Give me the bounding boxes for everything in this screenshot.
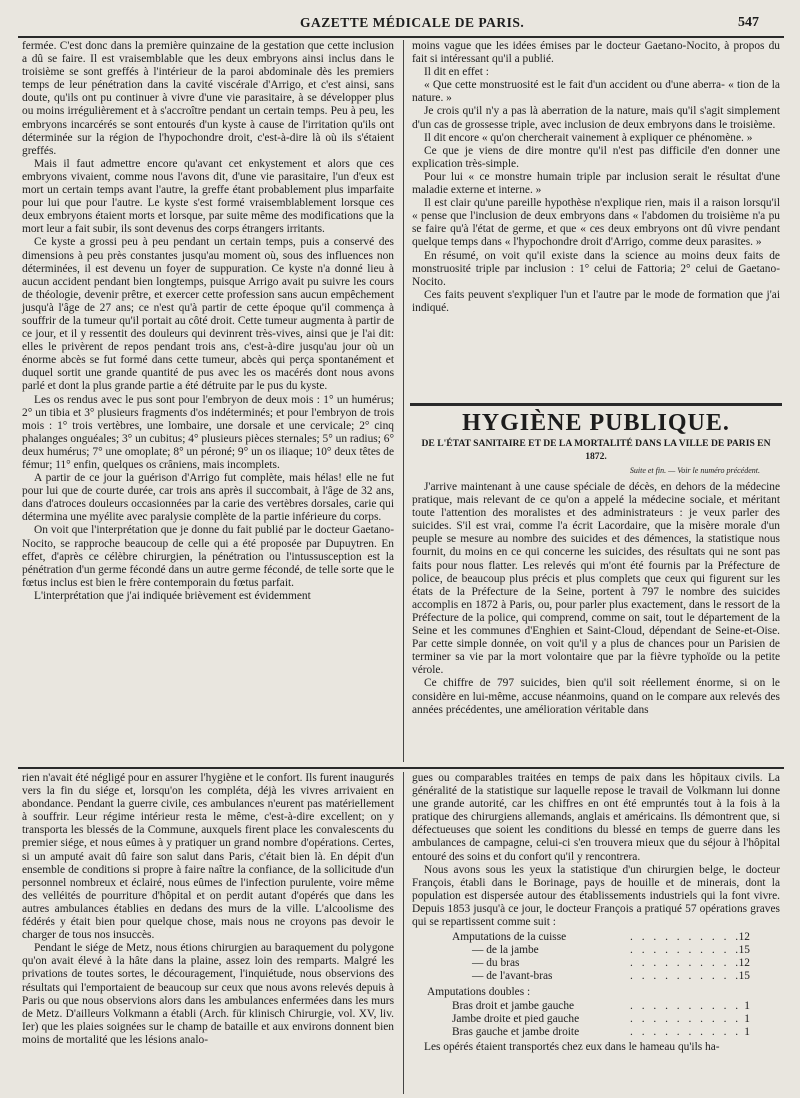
- row-value: 1: [744, 1025, 750, 1038]
- row-label: — de l'avant-bras: [472, 970, 553, 983]
- paragraph: Nous avons sous les yeux la statistique d'un chirurgien belge, le docteur François, établi dans le Borinage, pays de houille et de minerais, dont la population est dispersée autour des établissements industriels qui la font vivre. Depuis 1853 jusqu'à ce jour, le docteur François a pratiqué 57 opérations graves qui se repartissent comme suit :: [412, 863, 780, 929]
- hygiene-section: [412, 410, 780, 762]
- section-subtitle: DE L'ÉTAT SANITAIRE ET DE LA MORTALITÉ DANS LA VILLE DE PARIS EN 1872.: [421, 438, 771, 462]
- row-value: 1: [744, 999, 750, 1012]
- row-value: 15: [738, 970, 750, 983]
- paragraph: Je crois qu'il n'y a pas là aberration de la nature, mais qu'il s'agit simplement d'un cas de grossesse triple, avec inclusion de deux embryons dans le troisième.: [412, 105, 780, 131]
- header-rule: [18, 36, 784, 38]
- row-label: — de la jambe: [472, 944, 539, 957]
- table-row: [452, 1000, 780, 1013]
- table-title: Amputations doubles :: [427, 985, 531, 998]
- paragraph: J'arrive maintenant à une cause spéciale de décès, en dehors de la médecine pratique, mais relevant de ce qu'on a appelé la médecine sociale, et méritant toute l'attention des moralistes et des administrateurs : je veux parler des suicides. S'il est vrai, comme l'a écrit Lacordaire, que la misère morale d'un peuple se mesure au nombre des suicides et des démences, la statistique nous fournit, du moins en ce qui concerne les suicides, des résultats qui ne sont pas faits pour nous flatter. Les relevés qui m'ont été fournis par la Préfecture de police, de beaucoup plus précis et plus complets que ceux qui figurent sur les états de la Préfecture de la Seine, portent à 797 le nombre des suicides accomplis en 1872 à Paris, ou, pour parler plus exactement, dans le ressort de la Préfecture de la police, qui comprend, comme on sait, tout le département de la Seine et les communes d'Enghien et Saint-Cloud, dépendant de Seine-et-Oise. Par cette simple donnée, on voit qu'il y a plus de chances pour un Parisien de terminer sa vie par la mort volontaire que par la fièvre typhoïde ou la petite vérole.: [412, 481, 780, 677]
- dot-leader: . . . . . . . . . .: [630, 1012, 742, 1025]
- dot-leader: . . . . . . . . . .: [630, 970, 742, 983]
- paragraph: Les os rendus avec le pus sont pour l'embryon de deux mois : 1° un humérus; 2° un tibia et 3° plusieurs fragments d'os indéterminés; et pour l'embryon de trois mois : 1° trois vertèbres, une lombaire, une dorsale et une cervicale; 2° cinq phalanges onguéales; 3° un cubitus; 4° plusieurs pièces sternales; 5° un radius; 6° deux humérus; 7° une omoplate; 8° un péroné; 9° un os iliaque; 10° deux têtes de fémur; 11° enfin, quelques os crâniens, mais incomplets.: [22, 393, 394, 471]
- bottom-left-column: [22, 772, 394, 1094]
- dot-leader: . . . . . . . . . .: [630, 944, 742, 957]
- dot-leader: . . . . . . . . . .: [630, 931, 742, 944]
- quotation: « Que cette monstruosité est le fait d'un accident ou d'une aberra- « tion de la nature. »: [412, 79, 780, 105]
- paragraph: En résumé, on voit qu'il existe dans la science au moins deux faits de monstruosité triple par inclusion : 1° celui de Fattoria; 2° celui de Gaetano-Nocito.: [412, 249, 780, 288]
- paragraph: Ce que je viens de dire montre qu'il n'est pas difficile d'en donner une explication très-simple.: [412, 144, 780, 170]
- dot-leader: . . . . . . . . . .: [630, 1025, 742, 1038]
- table-row: [452, 957, 780, 970]
- dot-leader: . . . . . . . . . .: [630, 999, 742, 1012]
- row-label: Amputations de la cuisse: [452, 931, 567, 944]
- amputations-table: [452, 931, 780, 983]
- row-label: Bras gauche et jambe droite: [452, 1025, 580, 1038]
- table-row: [452, 1013, 780, 1026]
- paragraph: rien n'avait été négligé pour en assurer l'hygiène et le confort. Ils furent inaugurés vers la fin du siége et, lorsqu'on les compléta, déjà les vivres arrivaient en abondance. Pendant la guerre civile, ces ambulances n'eurent pas matériellement à souffrir. Leur régime intérieur resta le même, c'est-à-dire excellent; on y transporta les blessés de la Commune, auxquels firent place les convalescents du premier siége, et nous eûmes à y pratiquer un grand nombre d'opérations. Certes, si un amputé avait dû faire son salut dans Paris, c'était bien là. En dépit d'un ensemble de conditions si propre à faire naître la confiance, de la sollicitude d'un personnel nombreux et éclairé, nous eûmes de l'infection purulente, voire même des velléités de pourriture d'hôpital et on perdit autant d'opérés que dans les autres ambulances établies en dedans des murs de la ville. L'alcoolisme des fédérés y était bien pour quelque chose, mais nous ne croyons pas devoir le charger de tous nos insuccès.: [22, 772, 394, 942]
- row-label: Jambe droite et pied gauche: [452, 1012, 580, 1025]
- paragraph: Ces faits peuvent s'expliquer l'un et l'autre par le mode de formation que j'ai indiqué.: [412, 288, 780, 314]
- paragraph: Il est clair qu'une pareille hypothèse n'explique rien, mais il a raison lorsqu'il « pense que l'inclusion de deux embryons dans « l'abdomen du troisième n'a pu se faire qu'à l'état de germe, et que « ces deux embryons ont dû vivre pendant quelque temps dans « l'hypochondre droit d'Arrigo, comme deux parasites. »: [412, 197, 780, 249]
- right-column-top: [412, 40, 780, 400]
- dot-leader: . . . . . . . . . .: [630, 957, 742, 970]
- row-value: 1: [744, 1012, 750, 1025]
- section-title: HYGIÈNE PUBLIQUE.: [462, 410, 730, 436]
- bottom-right-column: [412, 772, 780, 1094]
- row-value: 15: [738, 944, 750, 957]
- page-number: 547: [738, 15, 759, 30]
- column-divider: [403, 40, 404, 762]
- paragraph: Mais il faut admettre encore qu'avant cet enkystement et alors que ces embryons vivaient, comme nous l'avons dit, d'une vie parasitaire, l'un d'eux est mort un certain temps avant l'autre, la greffe étant probablement plus imparfaite pour lui que pour l'autre. Le kyste s'est formé vraisemblablement lorsque ces deux embryons étaient morts et lorsque, par suite même des modifications que la mort leur a fait subir, ils sont devenus des corps étrangers irritants.: [22, 157, 394, 236]
- paragraph: Les opérés étaient transportés chez eux dans le hameau qu'ils ha-: [424, 1040, 720, 1053]
- paragraph: L'interprétation que j'ai indiquée brièvement est évidemment: [34, 589, 311, 602]
- paragraph: moins vague que les idées émises par le docteur Gaetano-Nocito, à propos du fait si intéressant qu'il a publié.: [412, 40, 780, 66]
- paragraph: Ce chiffre de 797 suicides, bien qu'il soit réellement énorme, si on le considère en lui-même, accuse néanmoins, quand on le compare aux relevés des années précédentes, une amélioration véritable dans: [412, 677, 780, 716]
- paragraph: Pour lui « ce monstre humain triple par inclusion serait le résultat d'une maladie externe et interne. »: [412, 170, 780, 197]
- paragraph: Il dit en effet :: [424, 66, 489, 79]
- row-value: 12: [738, 957, 750, 970]
- left-column: [22, 40, 394, 762]
- paragraph: fermée. C'est donc dans la première quinzaine de la gestation que cette inclusion a dû se faire. Il est vraisemblable que les deux embryons ainsi inclus dans le troisième se sont greffés à l'intérieur de la paroi abdominale dès les premiers temps de leur pénétration dans la cavité viscérale d'Arrigo, et c'est ainsi, sans doute, qu'ils ont pu continuer à vivre d'une vie parasitaire, à se développer plus ou moins irrégulièrement et à s'accroître pendant un certain temps. Peu à peu, les embryons incarcérés se sont entourés d'un kyste à cause de l'irritation qu'ils ont déterminée sur la région de l'hypochondre droit, c'est-à-dire là où ils s'étaient greffés.: [22, 40, 394, 157]
- table-row: [452, 931, 780, 944]
- section-note: Suite et fin. — Voir le numéro précédent.: [629, 466, 760, 475]
- paragraph: gues ou comparables traitées en temps de paix dans les hôpitaux civils. La généralité de la statistique sur laquelle repose le travail de Volkmann lui donne une grande autorité, car les chiffres en ont été empruntés tout à la fois à la pratique des chirurgiens allemands, anglais et américains. Ils démontrent que, si défectueuses que soient les conditions du blessé en temps de guerre dans les ambulances de campagne, celui-ci s'en trouvera mieux que du séjour à l'hôpital entouré des soins et du confort qu'il y rencontrera.: [412, 772, 780, 863]
- paragraph: Ce kyste a grossi peu à peu pendant un certain temps, puis a conservé des dimensions à peu près constantes jusqu'au moment où, sous des influences non déterminées, il est devenu un foyer de suppuration. Ce kyste n'a donné lieu à aucun accident pendant bien longtemps, puisque Arrigo avait pu suivre les cours de théologie, devenir prêtre, et exercer cette profession sans aucun empêchement jusqu'à l'âge de 27 ans; ce n'est qu'à partir de cette époque qu'il commença à souffrir de la tumeur qu'il portait au côté droit. Cette tumeur augmenta à partir de ce jour, et il y ressentit des douleurs qui devinrent très-vives, ainsi que je l'ai dit: elles le privèrent de repos pendant trois ans, c'est-à-dire jusqu'au jour où un énorme abcès se fut formé dans cette tumeur, abcès qui perça spontanément et duquel sortit une grande quantité de pus avec les os macérés dont nous avons parlé et dont la plus grande partie a été détruite par le pus du kyste.: [22, 236, 394, 393]
- journal-title: GAZETTE MÉDICALE DE PARIS.: [300, 15, 525, 30]
- column-divider: [403, 772, 404, 1094]
- paragraph: On voit que l'interprétation que je donne du fait publié par le docteur Gaetano-Nocito, se rapproche beaucoup de celle qui a été proposée par Dupuytren. En effet, d'après ce célèbre chirurgien, la pénétration ou l'intussusception est la pénétration d'un germe fécondé dans un autre germe fécondé, de telle sorte que le fœtus inclus est bien le frère contemporain du fœtus parfait.: [22, 524, 394, 589]
- paragraph: A partir de ce jour la guérison d'Arrigo fut complète, mais hélas! elle ne fut pour lui que de courte durée, car trois ans après il succombait, à l'âge de 32 ans, dans d'atroces douleurs occasionnées par la carie des vertèbres dorsales, carie qui détermina une myélite avec paralysie complète de la partie inférieure du corps.: [22, 472, 394, 524]
- paragraph: Pendant le siége de Metz, nous étions chirurgien au baraquement du polygone qu'on avait élevé à la hâte dans la plaine, assez loin des remparts. Malgré les privations de toutes sortes, le découragement, l'inquiétude, nous observions des résultats qui l'emportaient de beaucoup sur ceux que nous avons relevés depuis à Paris ou que nous observions alors dans les ambulances enfermées dans les murs de Metz. D'ailleurs Volkmann a établi (Arch. für klinisch Chirurgie, vol. XV, liv. Ier) que les plaies soignées sur le champ de bataille et aux environs donnent bien moins de mortalité que les lésions analo-: [22, 942, 394, 1046]
- table-row: [452, 970, 780, 983]
- row-label: Bras droit et jambe gauche: [452, 999, 575, 1012]
- page-break-rule: [18, 767, 784, 769]
- table-row: [452, 944, 780, 957]
- section-rule: [410, 403, 782, 406]
- row-value: 12: [738, 931, 750, 944]
- row-label: — du bras: [472, 957, 520, 970]
- paragraph: Il dit encore « qu'on chercherait vainement à expliquer ce phénomène. »: [424, 131, 753, 144]
- double-amputations-table: [452, 1000, 780, 1039]
- table-row: [452, 1026, 780, 1039]
